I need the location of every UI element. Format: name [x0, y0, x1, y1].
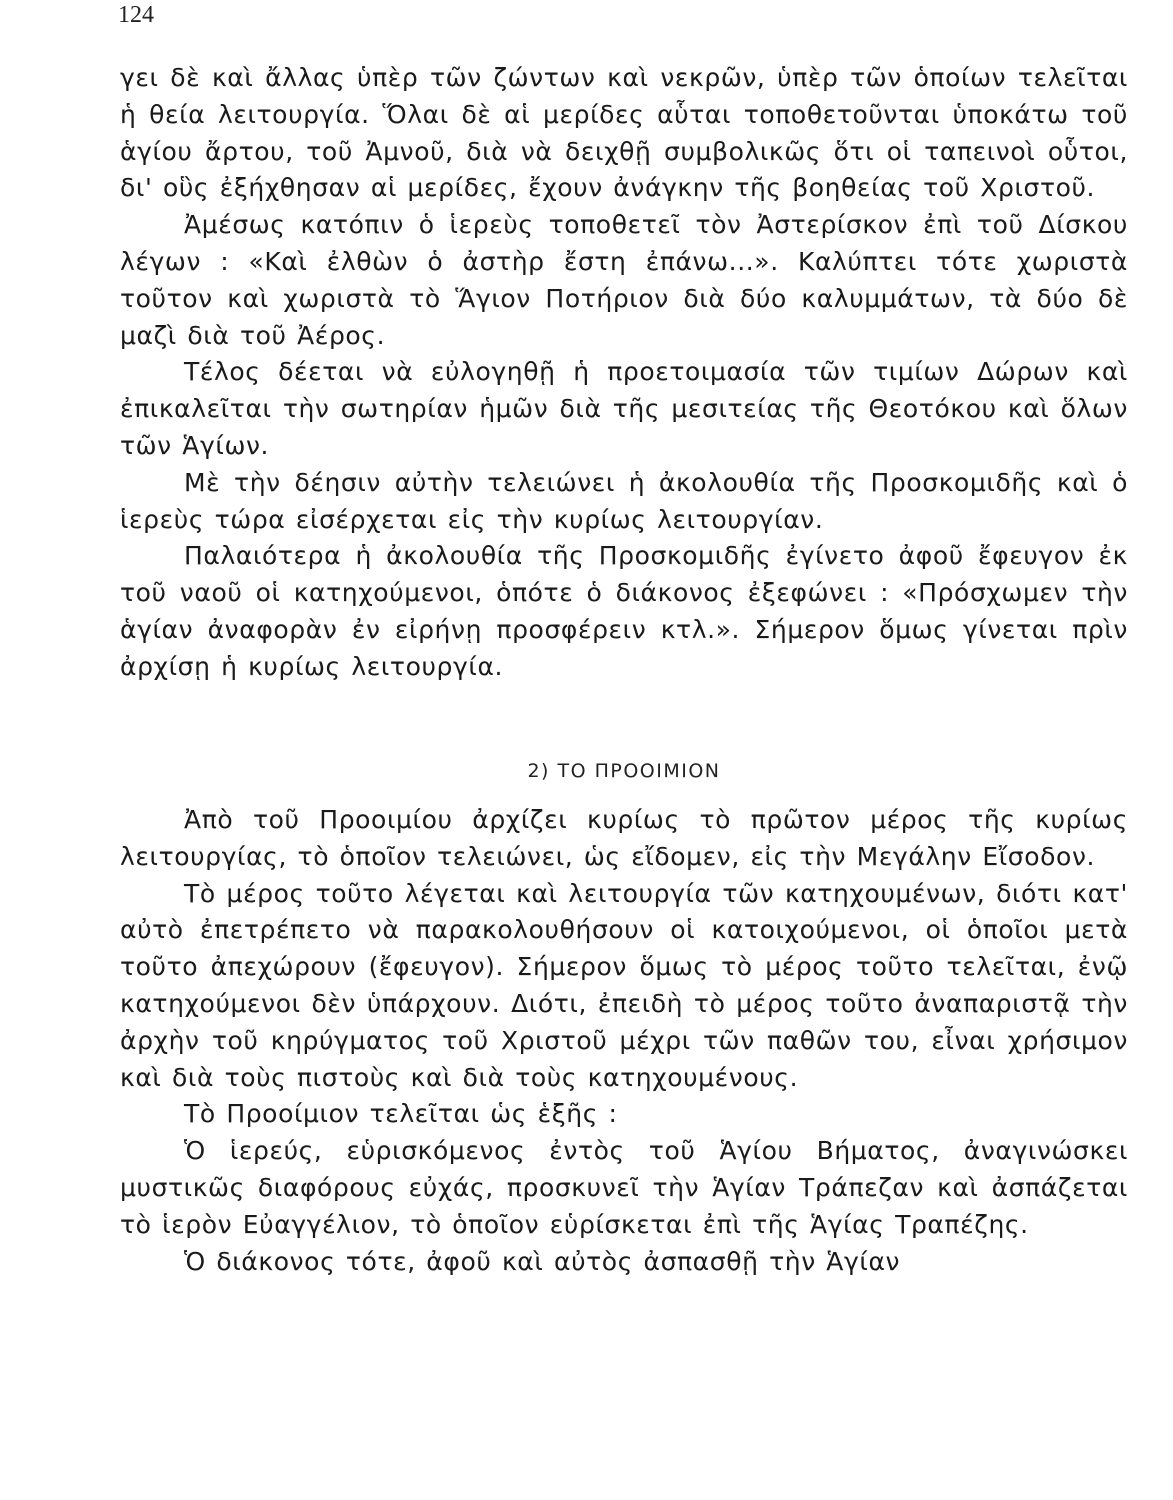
paragraph: Μὲ τὴν δέησιν αὐτὴν τελειώνει ἡ ἀκολουθία τῆς Προσκομιδῆς καὶ ὁ ἱερεὺς τώρα εἰσέρχεται εἰς τὴν κυρίως λειτουργίαν.: [120, 467, 1128, 534]
paragraph: Τέλος δέεται νὰ εὐλογηθῇ ἡ προετοιμασία τῶν τιμίων Δώρων καὶ ἐπικαλεῖται τὴν σωτηρίαν ἡμῶν διὰ τῆς μεσιτείας τῆς Θεοτόκου καὶ ὅλων τῶν Ἁγίων.: [120, 357, 1128, 460]
paragraph: Ὁ διάκονος τότε, ἀφοῦ καὶ αὐτὸς ἀσπασθῇ τὴν Ἁγίαν: [184, 1246, 901, 1276]
body-text-top: [120, 60, 1128, 686]
section-heading: 2) ΤΟ ΠΡΟΟΙΜΙΟΝ: [527, 760, 721, 782]
body-text-bottom: [120, 802, 1128, 1280]
paragraph: Τὸ μέρος τοῦτο λέγεται καὶ λειτουργία τῶν κατηχουμένων, διότι κατ' αὐτὸ ἐπετρέπετο νὰ παρακολουθήσουν οἱ κατοιχούμενοι, οἱ ὁποῖοι μετὰ τοῦτο ἀπεχώρουν (ἔφευγον). Σήμερον ὅμως τὸ μέρος τοῦτο τελεῖται, ἐνῷ κατηχούμενοι δὲν ὑπάρχουν. Διότι, ἐπειδὴ τὸ μέρος τοῦτο ἀναπαριστᾷ τὴν ἀρχὴν τοῦ κηρύγματος τοῦ Χριστοῦ μέχρι τῶν παθῶν του, εἶναι χρήσιμον καὶ διὰ τοὺς πιστοὺς καὶ διὰ τοὺς κατηχουμένους.: [120, 878, 1128, 1092]
paragraph: Ἀμέσως κατόπιν ὁ ἱερεὺς τοποθετεῖ τὸν Ἀστερίσκον ἐπὶ τοῦ Δίσκου λέγων : «Καὶ ἐλθὼν ὁ ἀστὴρ ἔστη ἐπάνω...». Καλύπτει τότε χωριστὰ τοῦτον καὶ χωριστὰ τὸ Ἅγιον Ποτήριον διὰ δύο καλυμμάτων, τὰ δύο δὲ μαζὶ διὰ τοῦ Ἀέρος.: [120, 210, 1128, 350]
page-number: 124: [118, 2, 154, 28]
paragraph: Ἀπὸ τοῦ Προοιμίου ἀρχίζει κυρίως τὸ πρῶτον μέρος τῆς κυρίως λειτουργίας, τὸ ὁποῖον τελειώνει, ὡς εἴδομεν, εἰς τὴν Μεγάλην Εἴσοδον.: [120, 805, 1128, 871]
paragraph: Ὁ ἱερεύς, εὑρισκόμενος ἐντὸς τοῦ Ἁγίου Βήματος, ἀναγινώσκει μυστικῶς διαφόρους εὐχάς, προσκυνεῖ τὴν Ἁγίαν Τράπεζαν καὶ ἀσπάζεται τὸ ἱερὸν Εὐαγγέλιον, τὸ ὁποῖον εὑρίσκεται ἐπὶ τῆς Ἁγίας Τραπέζης.: [120, 1136, 1128, 1239]
paragraph: Τὸ Προοίμιον τελεῖται ὡς ἑξῆς :: [184, 1099, 618, 1129]
paragraph: γει δὲ καὶ ἄλλας ὑπὲρ τῶν ζώντων καὶ νεκρῶν, ὑπὲρ τῶν ὁποίων τελεῖται ἡ θεία λειτουργία. Ὅλαι δὲ αἱ μερίδες αὗται τοποθετοῦνται ὑποκάτω τοῦ ἁγίου ἄρτου, τοῦ Ἀμνοῦ, διὰ νὰ δειχθῇ συμβολικῶς ὅτι οἱ ταπεινοὶ οὗτοι, δι' οὓς ἐξήχθησαν αἱ μερίδες, ἔχουν ἀνάγκην τῆς βοηθείας τοῦ Χριστοῦ.: [120, 63, 1128, 203]
paragraph: Παλαιότερα ἡ ἀκολουθία τῆς Προσκομιδῆς ἐγίνετο ἀφοῦ ἔφευγον ἐκ τοῦ ναοῦ οἱ κατηχούμενοι, ὁπότε ὁ διάκονος ἐξεφώνει : «Πρόσχωμεν τὴν ἁγίαν ἀναφορὰν ἐν εἰρήνῃ προσφέρειν κτλ.». Σήμερον ὅμως γίνεται πρὶν ἀρχίσῃ ἡ κυρίως λειτουργία.: [120, 541, 1128, 681]
